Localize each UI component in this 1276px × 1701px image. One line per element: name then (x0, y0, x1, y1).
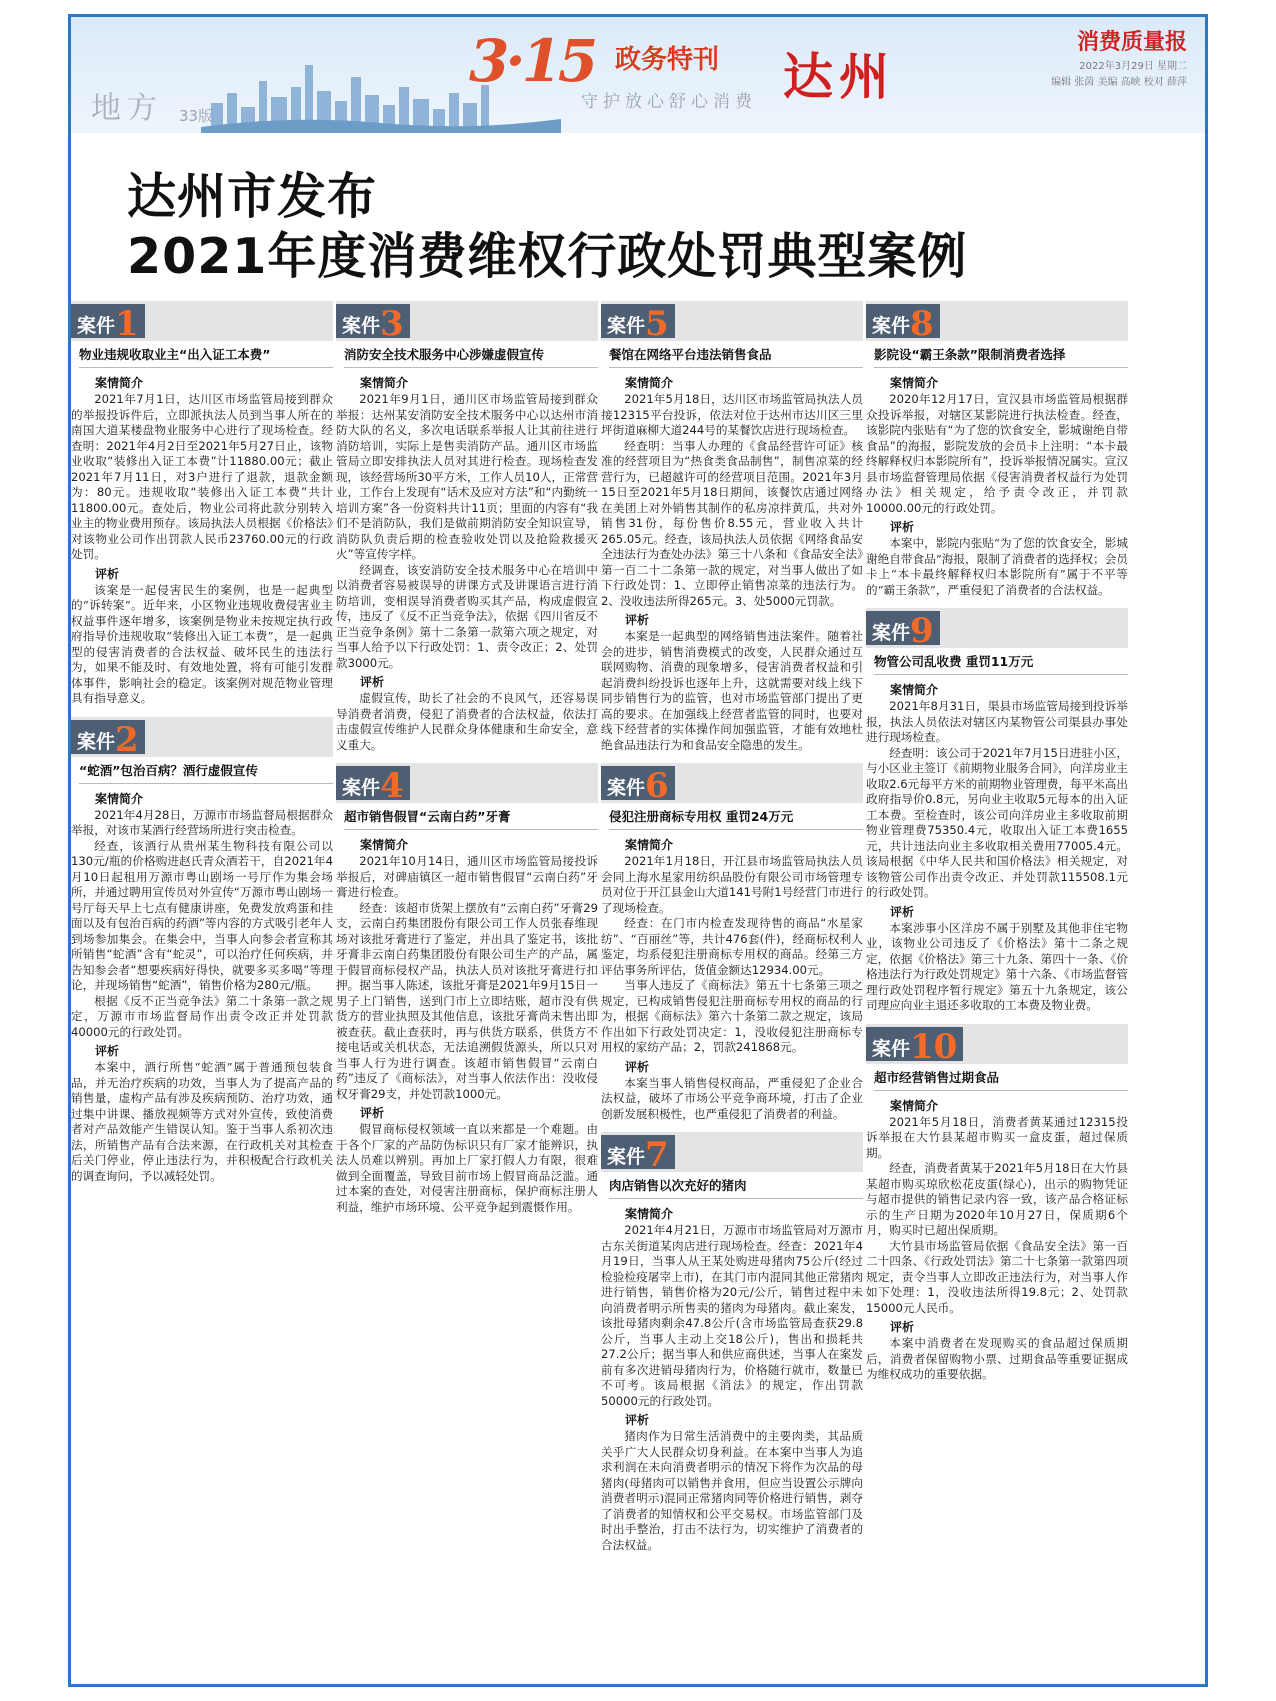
case-label: 案件 (607, 315, 646, 337)
case-title: 消防安全技术服务中心涉嫌虚假宣传 (344, 345, 598, 368)
slogan: 守护放心舒心消费 (581, 92, 757, 112)
comment-heading: 评析 (360, 1106, 385, 1120)
city-name: 达州 (783, 47, 895, 106)
comment-heading: 评析 (890, 904, 915, 919)
case-label: 案件 (607, 1146, 646, 1168)
case-block (601, 763, 863, 1132)
intro-paragraph: 大竹县市场监管局依据《食品安全法》第一百二十四条、《行政处罚法》第二十七条第一款第四项规定，责令当事人立即改正违法行为，对当事人作如下处理：1，没收违法所得19.8元；2、处罚款15000元人民币。 (866, 1238, 1128, 1315)
case-title: 侵犯注册商标专用权 重罚24万元 (609, 807, 863, 830)
case-number: 6 (645, 766, 669, 806)
case-block (601, 1132, 863, 1563)
intro-heading: 案情简介 (890, 1098, 939, 1113)
case-number: 8 (910, 304, 934, 344)
case-title: 物管公司乱收费 重罚11万元 (874, 652, 1128, 675)
intro-heading: 案情简介 (625, 1207, 674, 1221)
spacer (866, 1014, 1128, 1024)
comment-heading: 评析 (95, 566, 120, 581)
comment-paragraph: 本案当事人销售侵权商品，严重侵犯了企业合法权益，破坏了市场公平竞争商环境，打击了企业创新发展积极性，也严重侵犯了消费者的利益。 (601, 1075, 863, 1121)
intro-paragraph: 经查：该超市货架上摆放有“云南白药”牙膏29支，云南白药集团股份有限公司工作人员张春维现场对该批牙膏进行了鉴定，并出具了鉴定书，该批牙膏非云南白药集团股份有限公司生产的产品，属于假冒商标侵权产品，执法人员对该批牙膏进行扣押。据当事人陈述，该批牙膏是2021年9月15日一男子上门销售，送到门市上立即结账，超市没有供货方的营业执照及其他信息，该批牙膏尚未售出即被查获。截止查获时，再与供货方联系，供货方不接电话或关机状态，无法追溯假货源头，所以只对当事人行为进行调查。该超市销售假冒“云南白药”违反了《商标法》，对当事人依法作出：没收侵权牙膏29支，并处罚款1000元。 (336, 900, 598, 1101)
comment-heading: 评析 (360, 675, 385, 689)
case-header (71, 301, 333, 344)
spacer (866, 1383, 1128, 1393)
case-title: 餐馆在网络平台违法销售食品 (609, 345, 863, 368)
case-label: 案件 (872, 622, 911, 644)
column-4 (866, 301, 1128, 1393)
intro-paragraph: 2021年10月14日，通川区市场监管局接投诉举报后，对碑庙镇区一超市销售假冒“云南白药”牙膏进行检查。 (336, 854, 598, 899)
spacer (71, 1184, 333, 1194)
comment-paragraph: 本案中，影院内张贴“为了您的饮食安全，影城谢绝自带食品”海报，限制了消费者的选择权；会员卡上“本卡最终解释权归本影院所有”属于不平等的“霸王条款”，严重侵犯了消费者的合法权益。 (866, 536, 1128, 597)
case-tag (71, 304, 145, 344)
newspaper-name: 消费质量报 (1076, 29, 1187, 55)
spacer (336, 753, 598, 763)
intro-heading: 案情简介 (360, 838, 409, 852)
intro-paragraph: 2021年5月18日，达川区市场监管局执法人员接12315平台投诉，依法对位于达州市达川区三里坪街道麻柳大道244号的某餐饮店进行现场检查。 (601, 392, 863, 437)
comment-paragraph: 该案是一起侵害民生的案例，也是一起典型的“诉转案”。近年来，小区物业违规收费侵害业主权益事件逐年增多，该案例是物业未按规定执行政府指导价违规收取“装修出入证工本费”，是一起典型的侵害消费者的合法权益、破坏民生的违法行为，如果不能及时、有效地处置，将有可能引发群体事件，影响社会的稳定。该案例对规范物业管理具有指导意义。 (71, 582, 333, 705)
edition-label: 33版 (179, 107, 214, 125)
intro-paragraph: 2021年1月18日，开江县市场监管局执法人员会同上海水星家用纺织品股份有限公司市场管理专员对位于开江县金山大道141号附1号经营门市进行了现场检查。 (601, 854, 863, 915)
intro-paragraph: 根据《反不正当竞争法》第二十条第一款之规定，万源市市场监督局作出责令改正并处罚款40000元的行政处罚。 (71, 993, 333, 1039)
intro-paragraph: 2021年9月1日，通川区市场监管局接到群众举报：达州某安消防安全技术服务中心以达州市消防大队的名义，多次电话联系举报人让其前往进行消防培训，实际上是售卖消防产品。通川区市场监管局立即安排执法人员对其进行检查。现场检查发现，该经营场所30平方米，工作人员10人，正常营业，工作台上发现有“话术及应对方法”和“内勤统一培训方案”各一份资料共计11页；里面的内容有“我们不是消防队，我们是做前期消防安全知识宣导，消防队负责后期的检查验收处罚以及抢险救援灭火”等宣传字样。 (336, 392, 598, 561)
intro-heading: 案情简介 (360, 376, 409, 390)
315-logo: 3·15 (469, 27, 595, 95)
case-header (866, 1024, 1128, 1067)
case-title: 影院设“霸王条款”限制消费者选择 (874, 345, 1128, 368)
comment-paragraph: 本案涉事小区洋房不属于别墅及其他非住宅物业，该物业公司违反了《价格法》第十二条之规定，依据《价格法》第三十九条、第四十一条、《价格违法行为行政处罚规定》第十六条、《市场监督管理行政处罚程序暂行规定》第五十九条规定，该公司理应向业主退还多收取的工本费及物业费。 (866, 920, 1128, 1012)
case-number: 3 (380, 304, 404, 344)
masthead-banner (71, 17, 1205, 133)
title-line-2: 2021年度消费维权行政处罚典型案例 (127, 228, 968, 285)
case-header (601, 763, 863, 806)
intro-heading: 案情简介 (95, 376, 144, 390)
case-header (336, 763, 598, 806)
page-frame (68, 14, 1208, 1687)
comment-heading: 评析 (625, 1059, 650, 1074)
comment-paragraph: 本案是一起典型的网络销售违法案件。随着社会的进步，销售消费模式的改变，人民群众通过互联网购物、消费的现象增多，侵害消费者权益和引起消费纠纷投诉也逐年上升，这就需要对线上线下同步销售行为的监管，也对市场监管部门提出了更高的要求。在加强线上经营者监管的同时，也要对线下经营者的实体操作间加强监管，才能有效地杜绝食品违法行为和食品安全隐患的发生。 (601, 629, 863, 752)
case-header (601, 301, 863, 344)
intro-paragraph: 2021年4月28日，万源市市场监督局根据群众举报，对该市某酒行经营场所进行突击检查。 (71, 807, 333, 837)
case-label: 案件 (872, 315, 911, 337)
comment-paragraph: 猪肉作为日常生活消费中的主要肉类，其品质关乎广大人民群众切身利益。在本案中当事人为追求利润在未向消费者明示的情况下将作为次品的母猪肉(母猪肉可以销售并食用，但应当设置公示牌向消费者明示)混同正常猪肉同等价格进行销售，剥夺了消费者的知情权和公平交易权。市场监管部门及时出手整治，打击不法行为，切实维护了消费者的合法权益。 (601, 1429, 863, 1552)
intro-heading: 案情简介 (95, 791, 144, 806)
case-label: 案件 (77, 315, 116, 337)
region-label: 地方 (91, 91, 163, 126)
intro-heading: 案情简介 (625, 376, 674, 390)
case-number: 2 (115, 719, 139, 760)
case-header (601, 1132, 863, 1175)
case-title: 物业违规收取业主“出入证工本费” (79, 345, 333, 368)
comment-paragraph: 假冒商标侵权领域一直以来都是一个难题。由于各个厂家的产品防伪标识只有厂家才能辨识，执法人员难以辨别。再加上厂家打假人力有限，很难做到全面覆盖，导致目前市场上假冒商品泛滥。通过本案的查处，对侵害注册商标，保护商标注册人利益，维护市场环境、公平竞争起到震慑作用。 (336, 1122, 598, 1214)
intro-paragraph: 2021年7月1日，达川区市场监管局接到群众的举报投诉件后，立即派执法人员到当事人所在的南国大道某楼盘物业服务中心进行了现场检查。经查明：2021年4月2日至2021年5月27日止，该物业收取“装修出入证工本费”计11880.00元；截止2021年7月11日，对3户进行了退款，退款金额为：80元。违规收取“装修出入证工本费”共计11800.00元。查处后，物业公司将此款分别转入业主的物业费用预存。该局执法人员根据《价格法》对该物业公司作出罚款人民币23760.00元的行政处罚。 (71, 392, 333, 561)
case-label: 案件 (77, 730, 116, 753)
case-tag (71, 719, 145, 760)
comment-heading: 评析 (95, 1044, 120, 1058)
comment-heading: 评析 (890, 1320, 915, 1334)
case-title: 肉店销售以次充好的猪肉 (609, 1176, 863, 1199)
intro-paragraph: 经查明：该公司于2021年7月15日进驻小区，与小区业主签订《前期物业服务合同》，向洋房业主收取2.6元每平方米的前期物业管理费，每平米高出政府指导价0.8元，另向业主收取5元每本的出入证工本费。至检查时，该公司向洋房业主多收取前期物业管理费75350.4元，收取出入证工本费1655元，共计违法向业主多收取相关费用77005.4元。该局根据《中华人民共和国价格法》相关规定，对该物管公司作出责令改正、并处罚款115508.1元的行政处罚。 (866, 745, 1128, 899)
intro-paragraph: 经查明：当事人办理的《食品经营许可证》核准的经营项目为“热食类食品制售”，制售凉菜的经营行为，已超越许可的经营项目范围。2021年3月15日至2021年5月18日期间，该餐饮店通过网络在美团上对外销售其制作的私房凉拌黄瓜，共对外销售31份，每份售价8.55元，营业收入共计265.05元。经查，该局执法人员依据《网络食品安全违法行为查处办法》第三十八条和《食品安全法》第一百二十二条第一款的规定，对当事人做出了如下行政处罚：1、立即停止销售凉菜的违法行为。2、没收违法所得265元。3、处5000元罚款。 (601, 438, 863, 608)
case-header (866, 301, 1128, 344)
case-number: 5 (645, 304, 669, 344)
editor-credits: 编辑 张茵 美编 高峡 校对 薛萍 (1051, 77, 1187, 88)
case-title: 超市经营销售过期食品 (874, 1068, 1128, 1091)
case-label: 案件 (872, 1037, 911, 1060)
case-tag (601, 1135, 675, 1175)
case-header (866, 608, 1128, 651)
comment-paragraph: 虚假宣传，助长了社会的不良风气，还容易误导消费者消费，侵犯了消费者的合法权益，依法打击虚假宣传维护人民群众身体健康和生命安全，意义重大。 (336, 691, 598, 752)
intro-heading: 案情简介 (890, 376, 939, 390)
case-label: 案件 (342, 777, 381, 799)
case-block (336, 301, 598, 763)
column-2 (336, 301, 598, 1225)
case-number: 10 (910, 1026, 958, 1067)
intro-paragraph: 2021年5月18日，消费者黄某通过12315投诉举报在大竹县某超市购买一盒皮蛋，超过保质期。 (866, 1114, 1128, 1160)
case-tag (336, 304, 410, 344)
case-title: “蛇酒”包治百病？酒行虚假宣传 (79, 761, 333, 784)
column-3 (601, 301, 863, 1563)
spacer (71, 707, 333, 717)
case-title: 超市销售假冒“云南白药”牙膏 (344, 807, 598, 830)
case-tag (866, 1026, 963, 1067)
comment-heading: 评析 (625, 1413, 650, 1427)
case-block (866, 1024, 1128, 1393)
intro-paragraph: 2021年4月21日，万源市市场监管局对万源市古东关街道某肉店进行现场检查。经查：2021年4月19日，当事人从王某处购进母猪肉75公斤(经过检验检疫屠宰上市)，在其门市内混同其他正常猪肉进行销售，销售价格为20元/公斤，销售过程中未向消费者明示所售卖的猪肉为母猪肉。截止案发，该批母猪肉剩余47.8公斤(含市场监管局查获29.8公斤，当事人主动上交18公斤)，售出和损耗共27.2公斤；据当事人和供应商供述，当事人在案发前有多次进销母猪肉行为，价格随行就市，数量已不可考。该局根据《消法》的规定，作出罚款50000元的行政处罚。 (601, 1223, 863, 1408)
case-block (601, 301, 863, 763)
case-block (71, 301, 333, 717)
intro-paragraph: 经查，消费者黄某于2021年5月18日在大竹县某超市购买琼欣松花皮蛋(绿心)，出示的购物凭证与超市提供的销售记录内容一致，该产品合格证标示的生产日期为2020年10月27日，保质期6个月，购买时已超出保质期。 (866, 1161, 1128, 1237)
column-1 (71, 301, 333, 1194)
intro-paragraph: 经调查，该安消防安全技术服务中心在培训中以消费者容易被误导的讲课方式及讲课语言进行消防培训，变相误导消费者购买其产品，构成虚假宣传，违反了《反不正当竞争法》，依据《四川省反不正当竞争条例》第十二条第一款第六项之规定，对当事人给予以下行政处罚：1、责令改正；2、处罚款3000元。 (336, 562, 598, 670)
case-tag (866, 611, 940, 651)
case-tag (336, 766, 410, 806)
intro-paragraph: 当事人违反了《商标法》第五十七条第三项之规定，已构成销售侵犯注册商标专用权的商品的行为，根据《商标法》第六十条第二款之规定，该局作出如下行政处罚决定：1，没收侵犯注册商标专用权的家纺产品；2，罚款241868元。 (601, 978, 863, 1054)
intro-paragraph: 经查：在门市内检查发现待售的商品“水星家纺”、“百丽丝”等，共计476套(件)，经商标权利人鉴定，均系侵犯注册商标专用权的商品。经第三方评估事务所评估，货值金额达12934.00元。 (601, 916, 863, 977)
issue-date: 2022年3月29日 星期二 (1079, 61, 1187, 72)
case-tag (601, 766, 675, 806)
case-header (71, 717, 333, 760)
spacer (601, 1553, 863, 1563)
case-tag (866, 304, 940, 344)
case-block (71, 717, 333, 1195)
comment-heading: 评析 (890, 520, 915, 534)
page-title (127, 167, 967, 287)
spacer (601, 1122, 863, 1132)
special-issue-label: 政务特刊 (615, 45, 720, 75)
spacer (601, 753, 863, 763)
comment-paragraph: 本案中，酒行所售“蛇酒”属于普通预包装食品，并无治疗疾病的功效，当事人为了提高产品的销售量，虚构产品有涉及疾病预防、治疗功效，通过集中讲课、播放视频等方式对外宣传，致使消费者对产品效能产生错误认知。鉴于当事人系初次违法，所销售产品有合法来源，在行政机关对其检查后关门停业，停止违法行为，并积极配合行政机关的调查询问，予以减轻处罚。 (71, 1060, 333, 1183)
spacer (866, 598, 1128, 608)
case-tag (601, 304, 675, 344)
case-block (866, 301, 1128, 608)
spacer (336, 1215, 598, 1225)
intro-paragraph: 2021年8月31日，渠县市场监管局接到投诉举报，执法人员依法对辖区内某物管公司渠县办事处进行现场检查。 (866, 699, 1128, 744)
case-number: 1 (115, 304, 139, 344)
case-number: 9 (910, 611, 934, 651)
comment-heading: 评析 (625, 613, 650, 627)
intro-heading: 案情简介 (625, 838, 674, 852)
case-block (866, 608, 1128, 1024)
case-number: 4 (380, 766, 404, 806)
case-number: 7 (645, 1135, 669, 1175)
intro-paragraph: 经查，该酒行从贵州某生物科技有限公司以130元/瓶的价格购进赵氏青众酒若干，自2021年4月10日起租用万源市粤山剧场一号厅作为集会场所，并通过聘用宣传员对外宣传“万源市粤山剧场一号厅每天早上七点有健康讲座，免费发放鸡蛋和挂面以及有包治百病的药酒”等内容的方式吸引老年人到场参加集会。在集会中，当事人向参会者宣称其所销售“蛇酒”含有“蛇灵”，可以治疗任何疾病，并告知参会者“想要疾病好得快，就要多买多喝”等理论，并现场销售“蛇酒”，销售价格为280元/瓶。 (71, 838, 333, 992)
case-label: 案件 (607, 777, 646, 799)
comment-paragraph: 本案中消费者在发现购买的食品超过保质期后，消费者保留购物小票、过期食品等重要证据成为维权成功的重要依据。 (866, 1336, 1128, 1381)
title-line-1: 达州市发布 (127, 168, 378, 225)
case-header (336, 301, 598, 344)
case-block (336, 763, 598, 1225)
case-label: 案件 (342, 315, 381, 337)
intro-heading: 案情简介 (890, 683, 939, 697)
intro-paragraph: 2020年12月17日，宣汉县市场监管局根据群众投诉举报，对辖区某影院进行执法检查。经查，该影院内张贴有“为了您的饮食安全，影城谢绝自带食品”的海报，影院发放的会员卡上注明：“本卡最终解释权归本影院所有”，投诉举报情况属实。宣汉县市场监督管理局依据《侵害消费者权益行为处罚办法》相关规定，给予责令改正，并罚款10000.00元的行政处罚。 (866, 392, 1128, 515)
